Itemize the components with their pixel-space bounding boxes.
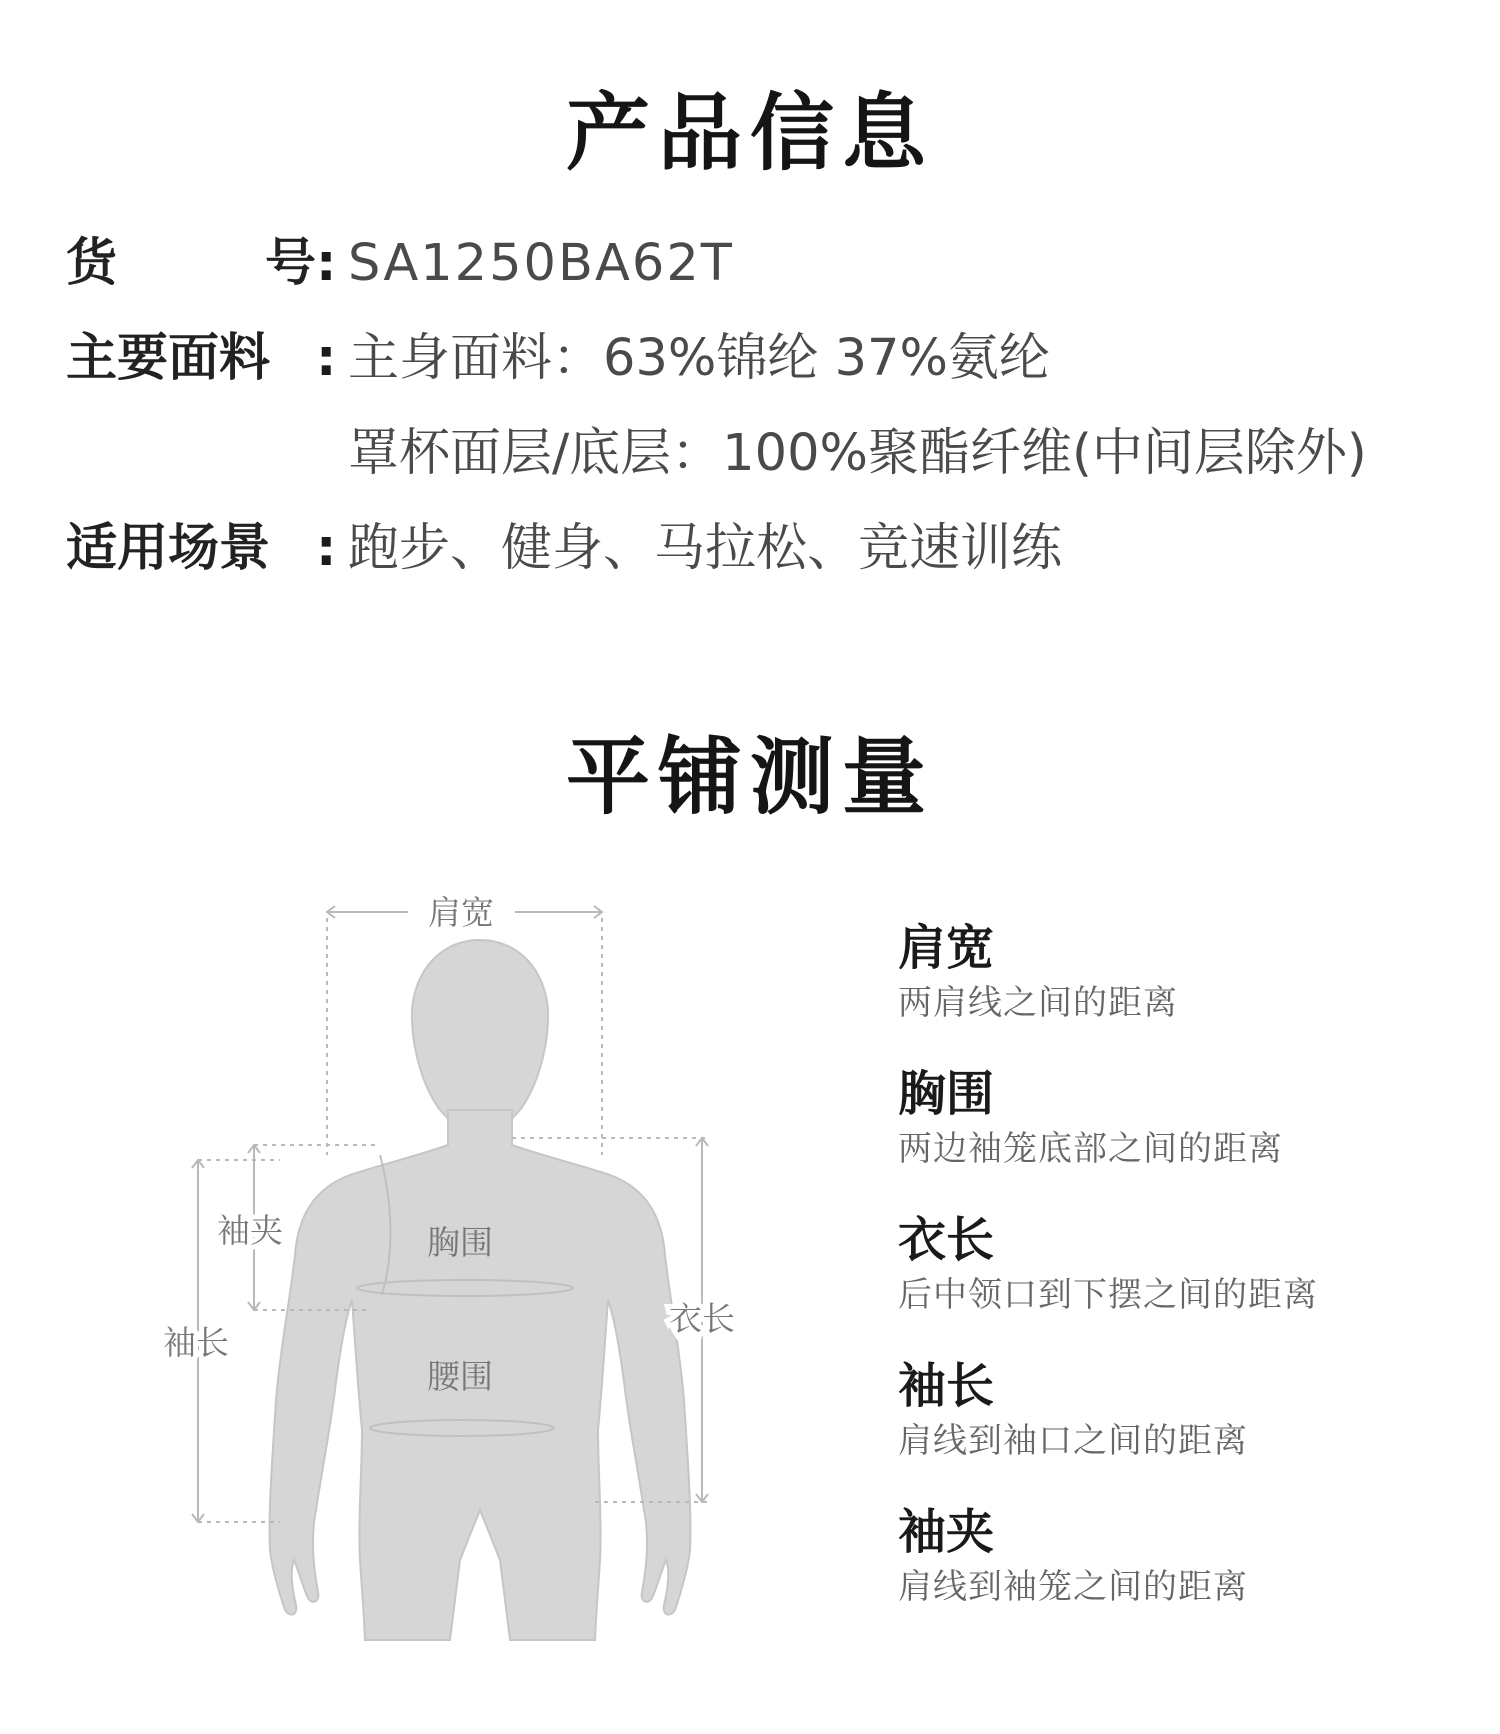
body-silhouette-diagram [130,870,810,1680]
label-waist: 腰围 [427,1357,493,1396]
label-sleeve: 袖长 [163,1323,229,1362]
definition-term: 胸围 [898,1066,995,1122]
definition-shoulder [898,920,1178,1024]
code-value: SA1250BA62T [348,234,734,293]
info-row-code: 货 号: SA1250BA62T [66,234,734,293]
fabric-value: 主身面料：63%锦纶 37%氨纶 [348,329,1050,388]
label-armhole: 袖夹 [217,1211,283,1250]
scene-label: 适用场景 [66,519,271,578]
definition-term: 袖长 [898,1358,995,1414]
definition-chest [898,1066,1283,1170]
info-row-fabric-cup [348,423,1367,485]
info-row-fabric: 主要面料 : 主身面料：63%锦纶 37%氨纶 [66,329,1050,388]
definition-desc: 两边袖笼底部之间的距离 [898,1129,1283,1169]
definition-term: 衣长 [898,1212,995,1268]
label-shoulder: 肩宽 [428,893,494,932]
definition-length [898,1212,1318,1316]
definition-desc: 肩线到袖口之间的距离 [898,1421,1248,1461]
definition-term: 肩宽 [898,920,995,976]
definition-sleeve [898,1358,1248,1462]
definition-armhole [898,1504,1248,1608]
definition-desc: 肩线到袖笼之间的距离 [898,1567,1248,1607]
body-measurement-figure [130,870,810,1680]
body-silhouette [270,940,691,1640]
info-row-scene: 适用场景 : 跑步、健身、马拉松、竞速训练 [66,519,1063,578]
label-chest: 胸围 [427,1223,493,1262]
product-info-title: 产品信息 [565,84,934,182]
definition-term: 袖夹 [898,1504,995,1560]
code-label: 货 号 [66,234,317,293]
fabric-label: 主要面料 [66,329,271,388]
definition-desc: 两肩线之间的距离 [898,983,1178,1023]
measurement-title: 平铺测量 [565,728,934,826]
fabric-cup-value: 罩杯面层/底层：100%聚酯纤维(中间层除外) [348,424,1367,483]
scene-value: 跑步、健身、马拉松、竞速训练 [348,519,1063,578]
label-length: 衣长 [669,1299,735,1338]
definition-desc: 后中领口到下摆之间的距离 [898,1275,1318,1315]
